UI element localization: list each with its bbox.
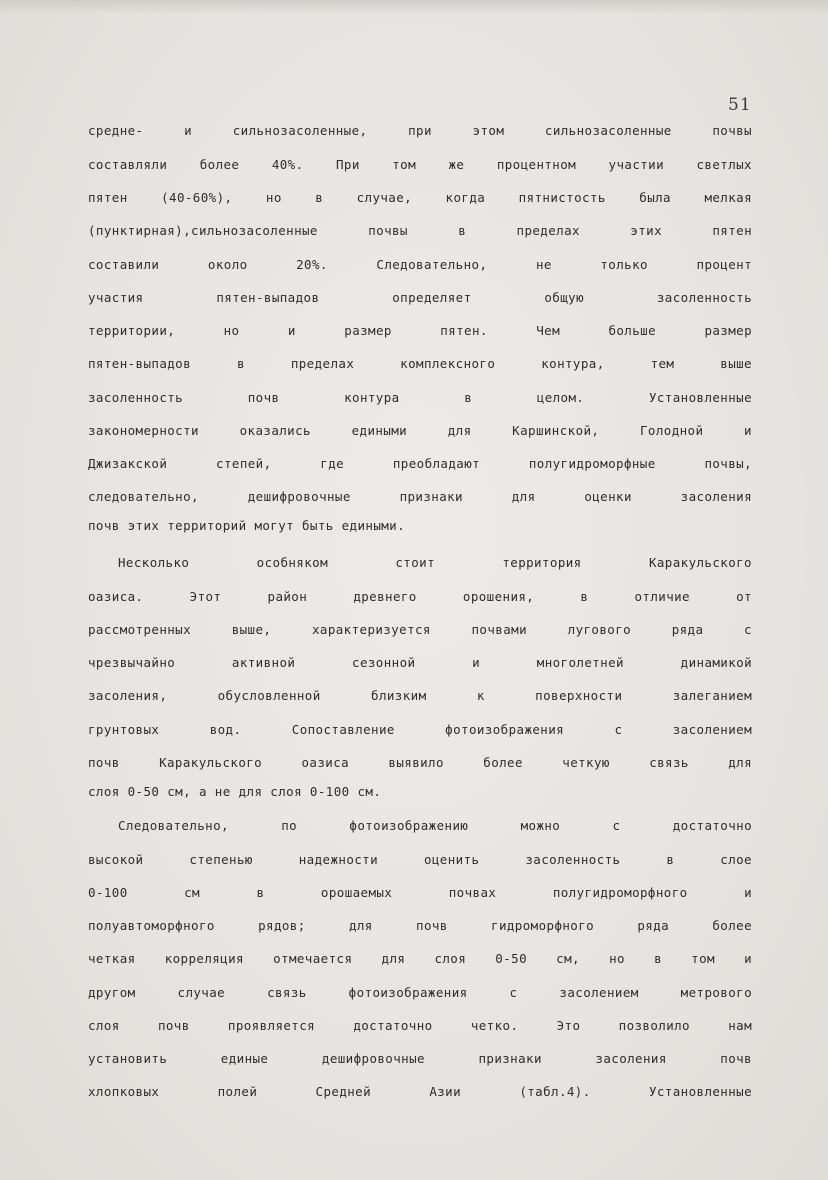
page-number: 51 — [728, 95, 752, 115]
text-line: территории, но и размер пятен. Чем больше размер — [88, 323, 752, 338]
text-line: Несколько особняком стоит территория Каракульского — [118, 555, 752, 570]
text-line: хлопковых полей Средней Азии (табл.4). Установленные — [88, 1084, 752, 1099]
text-line: составляли более 40%. При том же процентном участии светлых — [88, 157, 752, 172]
text-line: слоя почв проявляется достаточно четко. Это позволило нам — [88, 1018, 752, 1033]
text-line: грунтовых вод. Сопоставление фотоизображения с засолением — [88, 722, 752, 737]
text-line: закономерности оказались едиными для Каршинской, Голодной и — [88, 423, 752, 438]
text-line: слоя 0-50 см, а не для слоя 0-100 см. — [88, 784, 382, 799]
scan-edge-shadow — [0, 0, 828, 14]
text-line: почв этих территорий могут быть едиными. — [88, 518, 406, 533]
text-line: Следовательно, по фотоизображению можно с достаточно — [118, 818, 752, 833]
text-line: пятен (40-60%), но в случае, когда пятнистость была мелкая — [88, 190, 752, 205]
text-line: пятен-выпадов в пределах комплексного контура, тем выше — [88, 356, 752, 371]
text-line: 0-100 см в орошаемых почвах полугидроморфного и — [88, 885, 752, 900]
text-line: полуавтоморфного рядов; для почв гидроморфного ряда более — [88, 918, 752, 933]
text-line: чрезвычайно активной сезонной и многолетней динамикой — [88, 655, 752, 670]
text-line: следовательно, дешифровочные признаки для оценки засоления — [88, 489, 752, 504]
text-line: (пунктирная),сильнозасоленные почвы в пределах этих пятен — [88, 223, 752, 238]
text-line: средне- и сильнозасоленные, при этом сильнозасоленные почвы — [88, 123, 752, 138]
text-line: рассмотренных выше, характеризуется почвами лугового ряда с — [88, 622, 752, 637]
text-line: засоленность почв контура в целом. Установленные — [88, 390, 752, 405]
text-line: высокой степенью надежности оценить засоленность в слое — [88, 852, 752, 867]
text-line: оазиса. Этот район древнего орошения, в отличие от — [88, 589, 752, 604]
text-line: Джизакской степей, где преобладают полугидроморфные почвы, — [88, 456, 752, 471]
text-line: участия пятен-выпадов определяет общую засоленность — [88, 290, 752, 305]
text-line: составили около 20%. Следовательно, не только процент — [88, 257, 752, 272]
text-line: почв Каракульского оазиса выявило более четкую связь для — [88, 755, 752, 770]
text-line: четкая корреляция отмечается для слоя 0-50 см, но в том и — [88, 951, 752, 966]
text-line: другом случае связь фотоизображения с засолением метрового — [88, 985, 752, 1000]
text-line: засоления, обусловленной близким к поверхности залеганием — [88, 688, 752, 703]
text-line: установить единые дешифровочные признаки засоления почв — [88, 1051, 752, 1066]
